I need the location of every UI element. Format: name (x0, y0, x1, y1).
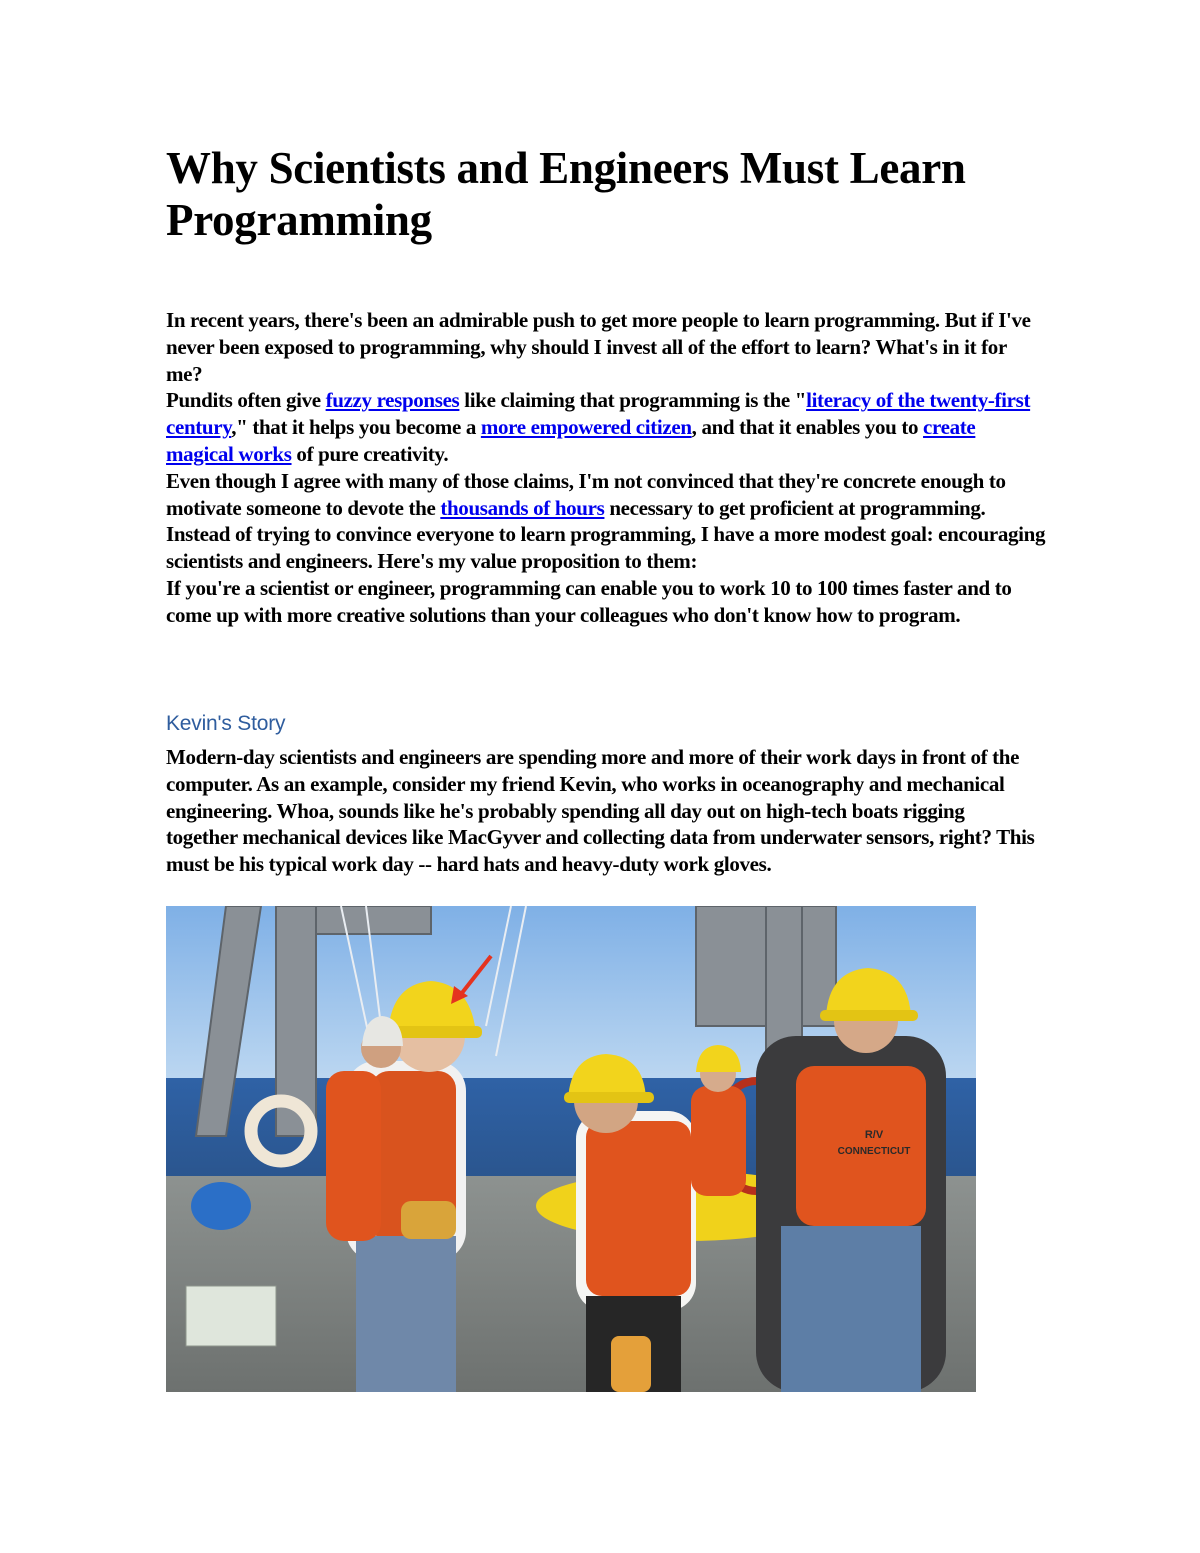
vest-text-line1: R/V (864, 1129, 884, 1141)
value-proposition: If you're a scientist or engineer, programming can enable you to work 10 to 100 times faster and to come up with more creative solutions than your colleagues who don't know how to program. (166, 575, 1012, 627)
supply-box (186, 1286, 276, 1346)
article-title: Why Scientists and Engineers Must Learn Programming (166, 143, 966, 245)
concrete-paragraph (166, 468, 1046, 522)
goal-paragraph: Instead of trying to convince everyone to learn programming, I have a more modest goal: encouraging scientists and engineers. Here's my value proposition to them: (166, 522, 1046, 574)
pundits-text-2: like claiming that programming is the " (459, 388, 807, 413)
vest-text-line2: CONNECTICUT (837, 1146, 911, 1157)
story-paragraph: Modern-day scientists and engineers are spending more and more of their work days in front of the computer. As an example, consider my friend Kevin, who works in oceanography and mechanical engineering. Whoa, sounds like he's probably spending all day out on high-tech boats rigging together mechanical devices like MacGyver and collecting data from underwater sensors, right? This must be his typical work day -- hard hats and heavy-duty work gloves. (166, 745, 1035, 877)
boat-crew-photo (166, 906, 976, 1392)
intro-section (166, 307, 1046, 629)
person-background (691, 1045, 746, 1196)
blue-buoy (191, 1182, 251, 1230)
magical-works-link[interactable]: create magical works (166, 415, 976, 466)
pundits-paragraph (166, 387, 1046, 467)
concrete-text-2: necessary to get proficient at programming. (604, 495, 986, 520)
pundits-text-4: , and that it enables you to (691, 415, 924, 440)
section-heading: Kevin's Story (166, 712, 286, 735)
pundits-text-3: ," that it helps you become a (231, 415, 481, 440)
pundits-text-1: Pundits often give (166, 388, 326, 413)
boat-crew-illustration (166, 906, 976, 1392)
intro-paragraph: In recent years, there's been an admirable push to get more people to learn programming. But if I've never been exposed to programming, why should I invest all of the effort to learn? What's in it for me? (166, 308, 1031, 386)
fuzzy-responses-link[interactable]: fuzzy responses (325, 388, 460, 413)
empowered-citizen-link[interactable]: more empowered citizen (480, 415, 692, 440)
pundits-text-5: of pure creativity. (291, 441, 449, 466)
thousands-of-hours-link[interactable]: thousands of hours (440, 495, 605, 520)
concrete-text-1: Even though I agree with many of those claims, I'm not convinced that they're concrete enough to motivate someone to devote the (166, 468, 1006, 520)
literacy-link[interactable]: literacy of the twenty-first century (166, 388, 1031, 440)
